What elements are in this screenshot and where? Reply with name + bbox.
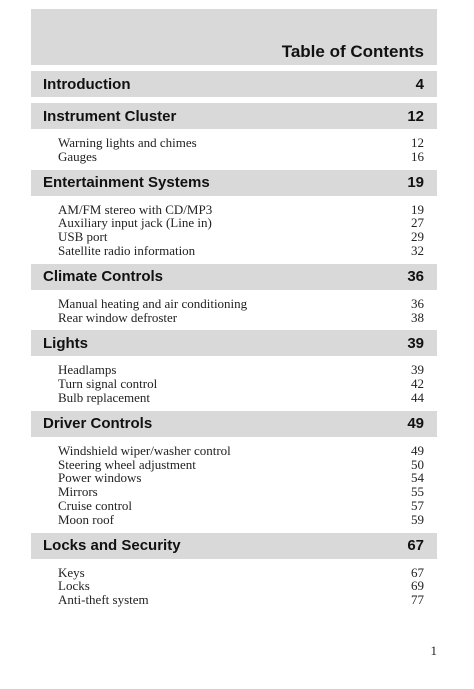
- toc-entry[interactable]: [31, 377, 437, 391]
- toc-entry[interactable]: [31, 311, 437, 325]
- section-page-number: 67: [407, 537, 424, 555]
- section-title: Entertainment Systems: [43, 174, 210, 192]
- entry-label: Gauges: [58, 148, 97, 164]
- section-items: [31, 196, 437, 258]
- toc-section: [31, 411, 437, 527]
- section-page-number: 39: [407, 334, 424, 352]
- section-heading[interactable]: [31, 411, 437, 437]
- section-heading[interactable]: [31, 170, 437, 196]
- toc-entry[interactable]: [31, 363, 437, 377]
- entry-label: Cruise control: [58, 497, 133, 513]
- entry-page-number: 29: [411, 229, 424, 245]
- section-heading[interactable]: [31, 71, 437, 97]
- toc-header: [31, 9, 437, 65]
- section-page-number: 36: [407, 268, 424, 286]
- entry-page-number: 67: [411, 564, 424, 580]
- toc-entry[interactable]: [31, 391, 437, 405]
- section-page-number: 4: [415, 75, 424, 93]
- entry-label: Power windows: [58, 470, 142, 486]
- toc-entry[interactable]: [31, 458, 437, 472]
- toc-entry[interactable]: [31, 244, 437, 258]
- entry-page-number: 36: [411, 295, 424, 311]
- entry-page-number: 16: [411, 148, 424, 164]
- entry-label: AM/FM stereo with CD/MP3: [58, 201, 213, 217]
- section-title: Introduction: [43, 75, 131, 93]
- entry-page-number: 50: [411, 456, 424, 472]
- section-title: Lights: [43, 334, 88, 352]
- toc-entry[interactable]: [31, 579, 437, 593]
- toc-entry[interactable]: [31, 513, 437, 527]
- toc-section: [31, 103, 437, 164]
- section-heading[interactable]: [31, 533, 437, 559]
- entry-page-number: 42: [411, 376, 424, 392]
- toc-sections: [31, 71, 437, 613]
- entry-page-number: 54: [411, 470, 424, 486]
- entry-label: Manual heating and air conditioning: [58, 295, 248, 311]
- section-items: [31, 290, 437, 325]
- entry-page-number: 44: [411, 389, 424, 405]
- toc-section: [31, 71, 437, 97]
- entry-page-number: 39: [411, 362, 424, 378]
- entry-page-number: 27: [411, 215, 424, 231]
- entry-label: Auxiliary input jack (Line in): [58, 215, 212, 231]
- section-title: Locks and Security: [43, 537, 181, 555]
- toc-section: [31, 330, 437, 404]
- toc-entry[interactable]: [31, 216, 437, 230]
- section-page-number: 19: [407, 174, 424, 192]
- toc-entry[interactable]: [31, 136, 437, 150]
- toc-entry[interactable]: [31, 150, 437, 164]
- entry-page-number: 19: [411, 201, 424, 217]
- entry-page-number: 77: [411, 592, 424, 608]
- entry-label: Windshield wiper/washer control: [58, 442, 231, 458]
- entry-label: Headlamps: [58, 362, 117, 378]
- entry-label: Mirrors: [58, 484, 98, 500]
- entry-label: Steering wheel adjustment: [58, 456, 196, 472]
- toc-entry[interactable]: [31, 593, 437, 607]
- entry-label: USB port: [58, 229, 108, 245]
- section-title: Climate Controls: [43, 268, 164, 286]
- entry-label: Moon roof: [58, 511, 114, 527]
- toc-entry[interactable]: [31, 444, 437, 458]
- entry-page-number: 69: [411, 578, 424, 594]
- toc-entry[interactable]: [31, 485, 437, 499]
- toc-entry[interactable]: [31, 499, 437, 513]
- toc-entry[interactable]: [31, 471, 437, 485]
- toc-entry[interactable]: [31, 566, 437, 580]
- toc-entry[interactable]: [31, 203, 437, 217]
- entry-label: Rear window defroster: [58, 309, 178, 325]
- entry-label: Locks: [58, 578, 90, 594]
- section-title: Instrument Cluster: [43, 107, 177, 125]
- section-page-number: 49: [407, 415, 424, 433]
- entry-label: Bulb replacement: [58, 389, 151, 405]
- toc-entry[interactable]: [31, 297, 437, 311]
- section-heading[interactable]: [31, 103, 437, 129]
- entry-page-number: 12: [411, 135, 424, 150]
- toc-section: [31, 170, 437, 258]
- section-items: [31, 356, 437, 404]
- entry-page-number: 57: [411, 497, 424, 513]
- entry-page-number: 55: [411, 484, 424, 500]
- section-items: [31, 559, 437, 607]
- section-title: Driver Controls: [43, 415, 153, 433]
- entry-label: Satellite radio information: [58, 242, 196, 258]
- entry-label: Keys: [58, 564, 85, 580]
- entry-page-number: 32: [411, 242, 424, 258]
- toc-entry[interactable]: [31, 230, 437, 244]
- page-title: Table of Contents: [281, 42, 424, 61]
- section-items: [31, 129, 437, 164]
- entry-page-number: 49: [411, 442, 424, 458]
- page-number: 1: [430, 643, 437, 658]
- toc-section: [31, 264, 437, 325]
- entry-page-number: 38: [411, 309, 424, 325]
- entry-label: Warning lights and chimes: [58, 135, 197, 150]
- section-page-number: 12: [407, 107, 424, 125]
- toc-section: [31, 533, 437, 607]
- section-heading[interactable]: [31, 264, 437, 290]
- section-heading[interactable]: [31, 330, 437, 356]
- entry-label: Turn signal control: [58, 376, 158, 392]
- section-items: [31, 437, 437, 527]
- entry-label: Anti-theft system: [58, 592, 149, 608]
- entry-page-number: 59: [411, 511, 424, 527]
